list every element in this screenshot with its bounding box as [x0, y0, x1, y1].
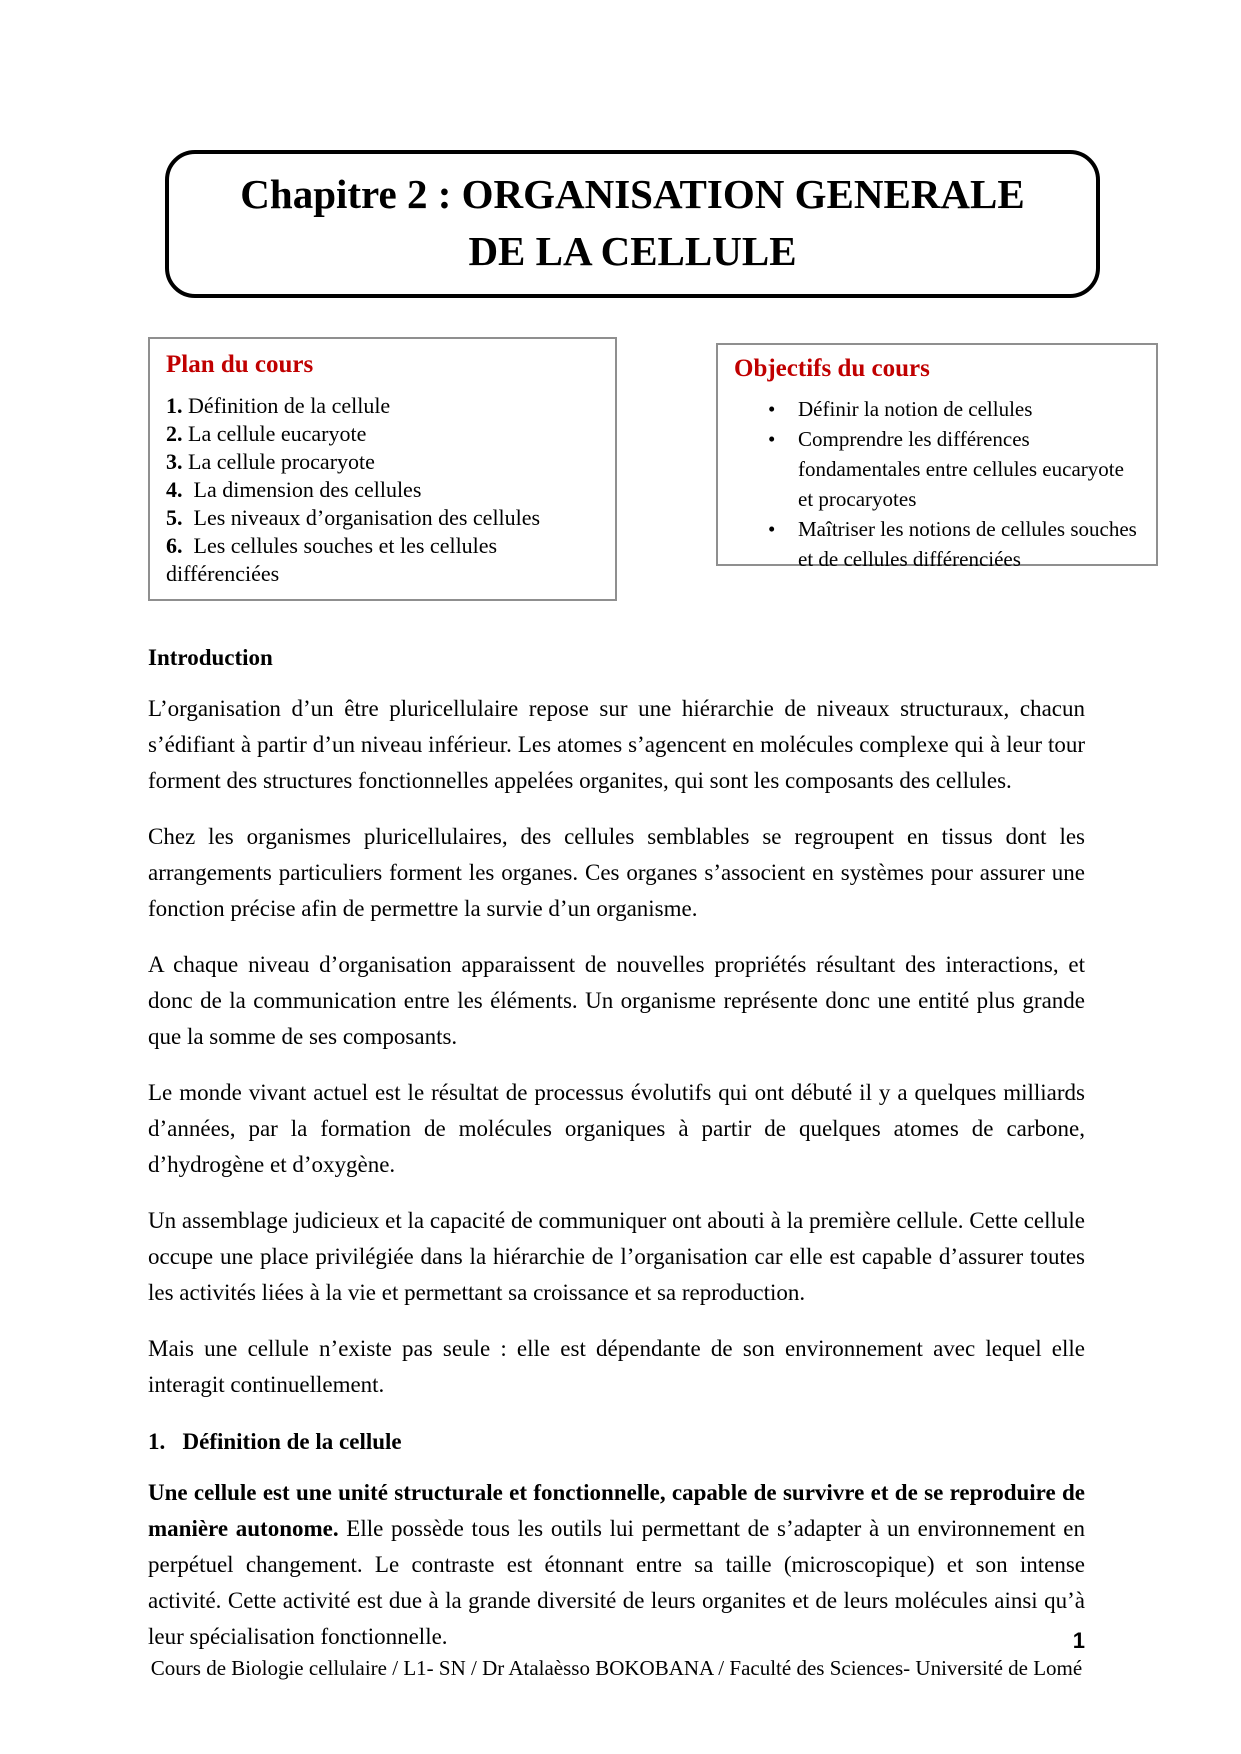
- plan-list: [166, 392, 599, 588]
- intro-paragraph: Le monde vivant actuel est le résultat de processus évolutifs qui ont débuté il y a quelques milliards d’années, par la formation de molécules organiques à partir de quelques atomes de carbone, d’hydrogène et d’oxygène.: [148, 1080, 1085, 1177]
- plan-item-number: 1.: [166, 393, 183, 418]
- plan-item-number: 3.: [166, 449, 183, 474]
- chapter-title-line1: Chapitre 2 : ORGANISATION GENERALE: [240, 171, 1025, 217]
- intro-paragraph: A chaque niveau d’organisation apparaissent de nouvelles propriétés résultant des interactions, et donc de la communication entre les éléments. Un organisme représente donc une entité plus grande que la somme de ses composants.: [148, 952, 1085, 1049]
- plan-box: [148, 337, 617, 601]
- intro-paragraph: Un assemblage judicieux et la capacité de communiquer ont abouti à la première cellule. Cette cellule occupe une place privilégiée dans la hiérarchie de l’organisation car elle est capable d’assurer toutes les activités liées à la vie et permettant sa croissance et sa reproduction.: [148, 1208, 1085, 1305]
- plan-item: [166, 420, 599, 448]
- section1-rest: Elle possède tous les outils lui permettant de s’adapter à un environnement en perpétuel changement. Le contraste est étonnant entre sa taille (microscopique) et son intense activité. Cette activité est due à la grande diversité de leurs organites et de leurs molécules ainsi qu’à leur spécialisation fonctionnelle.: [148, 1516, 1085, 1649]
- plan-item: [166, 448, 599, 476]
- introduction-heading: Introduction: [148, 645, 273, 670]
- plan-item-number: 5.: [166, 505, 183, 530]
- intro-paragraph: Mais une cellule n’existe pas seule : elle est dépendante de son environnement avec lequel elle interagit continuellement.: [148, 1336, 1085, 1397]
- plan-item-label: La cellule eucaryote: [182, 421, 367, 446]
- plan-item-number: 6.: [166, 533, 183, 558]
- section1-heading: 1. Définition de la cellule: [148, 1429, 402, 1454]
- plan-item-label: La cellule procaryote: [182, 449, 375, 474]
- section1-paragraph: [148, 1475, 1085, 1655]
- objective-item: • Définir la notion de cellules: [768, 394, 1140, 424]
- summary-boxes-row: [148, 298, 1137, 601]
- plan-item-label: Définition de la cellule: [182, 393, 391, 418]
- objective-item: • Comprendre les différences fondamentales entre cellules eucaryote et procaryotes: [768, 424, 1140, 514]
- intro-paragraph: L’organisation d’un être pluricellulaire repose sur une hiérarchie de niveaux structuraux, chacun s’édifiant à partir d’un niveau inférieur. Les atomes s’agencent en molécules complexe qui à leur tour forment des structures fonctionnelles appelées organites, qui sont les composants des cellules.: [148, 696, 1085, 793]
- plan-item-number: 2.: [166, 421, 183, 446]
- chapter-title-line2: DE LA CELLULE: [468, 228, 797, 274]
- page-number: 1: [1072, 1628, 1085, 1653]
- plan-item-label: Les niveaux d’organisation des cellules: [182, 505, 541, 530]
- intro-paragraph: Chez les organismes pluricellulaires, des cellules semblables se regroupent en tissus dont les arrangements particuliers forment les organes. Ces organes s’associent en systèmes pour assurer une fonction précise afin de permettre la survie d’un organisme.: [148, 824, 1085, 921]
- section1-lead-bold: Une cellule est une unité structurale et fonctionnelle, capable de survivre et de se reproduire de manière autonome.: [148, 1480, 1085, 1541]
- plan-item-label: Les cellules souches et les cellules différenciées: [166, 533, 503, 586]
- plan-item-label: La dimension des cellules: [182, 477, 422, 502]
- objectives-heading: Objectifs du cours: [734, 355, 930, 382]
- chapter-title-box: [165, 150, 1100, 298]
- page-content: [148, 0, 1137, 1675]
- plan-item: [166, 476, 599, 504]
- plan-item: [166, 392, 599, 420]
- plan-item: [166, 504, 599, 532]
- footer-text: Cours de Biologie cellulaire / L1- SN / Dr Atalaèsso BOKOBANA / Faculté des Sciences- Université de Lomé: [150, 1656, 1083, 1680]
- objective-item: • Maîtriser les notions de cellules souches et de cellules différenciées: [768, 514, 1140, 574]
- objectives-box: [716, 343, 1158, 571]
- plan-item-number: 4.: [166, 477, 183, 502]
- plan-heading: Plan du cours: [166, 351, 314, 378]
- plan-item: [166, 532, 599, 588]
- objectives-list: [734, 394, 1140, 574]
